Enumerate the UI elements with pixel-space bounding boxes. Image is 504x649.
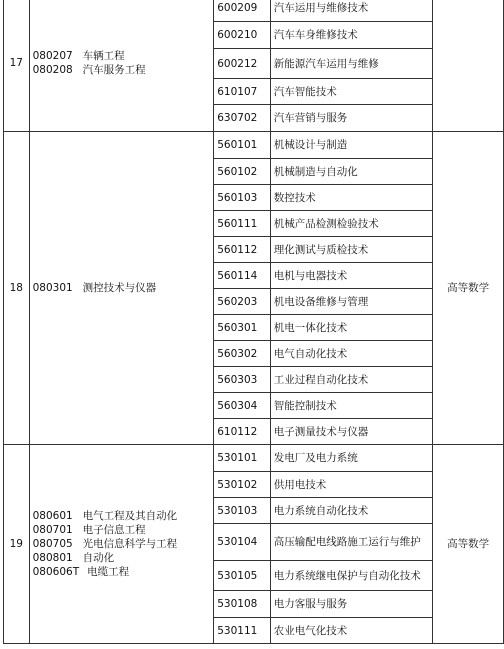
vocational-code: 530103 (214, 498, 270, 524)
major-line (33, 509, 214, 523)
group-number: 19 (4, 445, 30, 644)
major-code: 080601 (32, 510, 73, 522)
vocational-code: 560304 (214, 393, 270, 419)
major-name: 自动化 (82, 552, 115, 564)
major-code: 080701 (32, 524, 73, 536)
vocational-code: 600210 (214, 22, 270, 49)
vocational-name: 发电厂及电力系统 (270, 445, 433, 472)
undergrad-majors (29, 0, 214, 132)
major-line (33, 551, 214, 565)
group-number: 17 (4, 0, 30, 132)
vocational-code: 560114 (214, 263, 270, 289)
vocational-name: 高压输配电线路施工运行与维护 (270, 524, 433, 561)
major-line (33, 537, 214, 551)
vocational-name: 智能控制技术 (270, 393, 433, 419)
vocational-name: 电力系统继电保护与自动化技术 (270, 561, 433, 591)
major-name: 汽车服务工程 (82, 64, 146, 76)
vocational-name: 汽车营销与服务 (270, 105, 433, 132)
vocational-name: 机械产品检测检验技术 (270, 211, 433, 237)
vocational-name: 数控技术 (270, 185, 433, 211)
vocational-code: 600209 (214, 0, 270, 22)
major-code: 080705 (32, 538, 73, 550)
vocational-code: 530108 (214, 591, 270, 618)
major-name: 电子信息工程 (82, 524, 146, 536)
major-name: 电气工程及其自动化 (82, 510, 178, 522)
vocational-code: 530111 (214, 618, 270, 644)
major-line (33, 63, 214, 77)
vocational-name: 理化测试与质检技术 (270, 237, 433, 263)
major-line (33, 523, 214, 537)
vocational-name: 汽车智能技术 (270, 79, 433, 105)
major-code: 080606T (32, 566, 80, 578)
major-code: 080208 (32, 64, 73, 76)
vocational-code: 560302 (214, 341, 270, 367)
major-line (33, 565, 214, 579)
major-code: 080801 (32, 552, 73, 564)
undergrad-majors (29, 132, 214, 445)
vocational-code: 560103 (214, 185, 270, 211)
vocational-name: 电力客服与服务 (270, 591, 433, 618)
vocational-code: 610112 (214, 419, 270, 445)
vocational-name: 电机与电器技术 (270, 263, 433, 289)
vocational-name: 机械制造与自动化 (270, 159, 433, 185)
major-code: 080301 (32, 282, 73, 294)
vocational-name: 供用电技术 (270, 472, 433, 498)
major-code: 080207 (32, 50, 73, 62)
vocational-code: 600212 (214, 49, 270, 79)
vocational-name: 农业电气化技术 (270, 618, 433, 644)
vocational-code: 560203 (214, 289, 270, 315)
vocational-name: 机械设计与制造 (270, 132, 433, 159)
table-row (4, 445, 504, 472)
vocational-code: 560111 (214, 211, 270, 237)
group-number: 18 (4, 132, 30, 445)
major-name: 测控技术与仪器 (82, 282, 157, 294)
vocational-code: 630702 (214, 105, 270, 132)
vocational-code: 560112 (214, 237, 270, 263)
vocational-code: 530102 (214, 472, 270, 498)
table-row (4, 0, 504, 22)
vocational-name: 汽车车身维修技术 (270, 22, 433, 49)
vocational-name: 工业过程自动化技术 (270, 367, 433, 393)
vocational-code: 560301 (214, 315, 270, 341)
major-name: 电缆工程 (87, 566, 130, 578)
exam-subject: 高等数学 (433, 445, 504, 644)
exam-subject (433, 0, 504, 132)
vocational-name: 机电一体化技术 (270, 315, 433, 341)
undergrad-majors (29, 445, 214, 644)
major-line (33, 49, 214, 63)
major-name: 车辆工程 (82, 50, 125, 62)
vocational-code: 530105 (214, 561, 270, 591)
vocational-name: 电气自动化技术 (270, 341, 433, 367)
major-line (33, 281, 214, 295)
major-mapping-table (3, 0, 504, 644)
vocational-name: 新能源汽车运用与维修 (270, 49, 433, 79)
major-name: 光电信息科学与工程 (82, 538, 178, 550)
vocational-code: 610107 (214, 79, 270, 105)
vocational-name: 机电设备维修与管理 (270, 289, 433, 315)
vocational-code: 530104 (214, 524, 270, 561)
vocational-name: 电子测量技术与仪器 (270, 419, 433, 445)
vocational-code: 560102 (214, 159, 270, 185)
exam-subject: 高等数学 (433, 132, 504, 445)
vocational-code: 560101 (214, 132, 270, 159)
vocational-code: 530101 (214, 445, 270, 472)
table-row (4, 132, 504, 159)
vocational-name: 电力系统自动化技术 (270, 498, 433, 524)
vocational-code: 560303 (214, 367, 270, 393)
vocational-name: 汽车运用与维修技术 (270, 0, 433, 22)
table-body (4, 0, 504, 644)
